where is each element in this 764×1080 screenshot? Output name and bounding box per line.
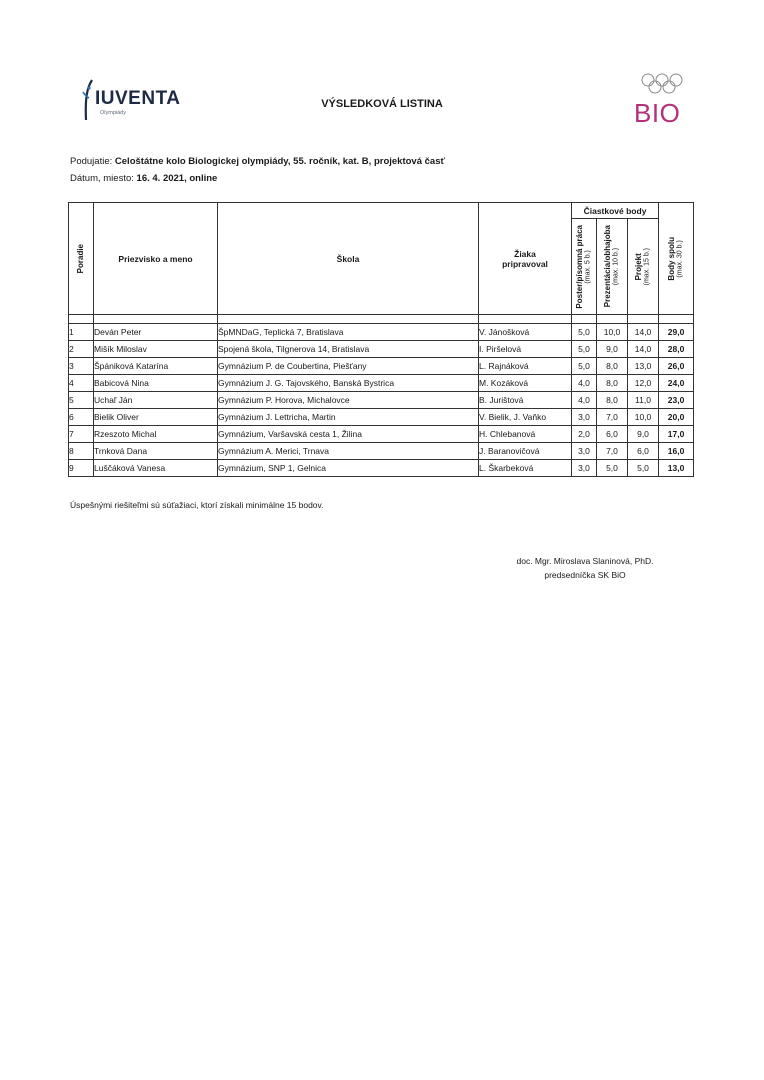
cell-name: Babicová Nina [94, 375, 218, 392]
cell-poster: 3,0 [572, 460, 597, 477]
cell-poster: 3,0 [572, 409, 597, 426]
cell-school: Gymnázium, SNP 1, Gelnica [218, 460, 479, 477]
results-table [68, 202, 694, 477]
signature-name: doc. Mgr. Miroslava Slaninová, PhD. [516, 556, 654, 566]
header-partial-points: Čiastkové body [572, 203, 659, 219]
cell-poster: 4,0 [572, 375, 597, 392]
success-note: Úspešnými riešiteľmi sú súťažiaci, ktorí získali minimálne 15 bodov. [70, 500, 324, 510]
table-row [69, 341, 694, 358]
cell-poster: 4,0 [572, 392, 597, 409]
event-label: Podujatie: [70, 156, 113, 167]
cell-project: 14,0 [628, 341, 659, 358]
cell-total: 29,0 [659, 324, 694, 341]
cell-rank: 4 [69, 375, 94, 392]
cell-school: Gymnázium A. Merici, Trnava [218, 443, 479, 460]
cell-total: 20,0 [659, 409, 694, 426]
cell-poster: 2,0 [572, 426, 597, 443]
date-line [70, 173, 217, 184]
cell-project: 11,0 [628, 392, 659, 409]
cell-project: 6,0 [628, 443, 659, 460]
cell-name: Trnková Dana [94, 443, 218, 460]
header-project: Projekt (max. 15 b.) [628, 219, 659, 315]
document-title: VÝSLEDKOVÁ LISTINA [321, 98, 443, 110]
cell-total: 23,0 [659, 392, 694, 409]
cell-presentation: 8,0 [597, 375, 628, 392]
header-name: Priezvisko a meno [94, 203, 218, 315]
cell-school: Gymnázium J. G. Tajovského, Banská Bystrica [218, 375, 479, 392]
cell-total: 13,0 [659, 460, 694, 477]
cell-name: Mišík Miloslav [94, 341, 218, 358]
header-poster: Poster/písomná práca (max. 5 b.) [572, 219, 597, 315]
cell-presentation: 9,0 [597, 341, 628, 358]
cell-rank: 7 [69, 426, 94, 443]
cell-rank: 9 [69, 460, 94, 477]
table-row [69, 426, 694, 443]
bio-wordmark: BIO [634, 98, 681, 128]
cell-project: 10,0 [628, 409, 659, 426]
header-spacer [69, 315, 694, 324]
date-label: Dátum, miesto: [70, 173, 134, 184]
cell-name: Uchaľ Ján [94, 392, 218, 409]
cell-total: 17,0 [659, 426, 694, 443]
cell-school: Gymnázium P. Horova, Michalovce [218, 392, 479, 409]
cell-poster: 3,0 [572, 443, 597, 460]
cell-teacher: L. Rajnáková [479, 358, 572, 375]
header-total: Body spolu (max. 30 b.) [659, 203, 694, 315]
table-row [69, 324, 694, 341]
cell-presentation: 7,0 [597, 409, 628, 426]
cell-poster: 5,0 [572, 341, 597, 358]
cell-rank: 5 [69, 392, 94, 409]
cell-rank: 1 [69, 324, 94, 341]
cell-presentation: 7,0 [597, 443, 628, 460]
header-teacher: Žiaka pripravoval [479, 203, 572, 315]
cell-rank: 3 [69, 358, 94, 375]
event-line [70, 156, 445, 167]
iuventa-subtitle: Olympiády [100, 110, 126, 116]
cell-school: ŠpMNDaG, Teplická 7, Bratislava [218, 324, 479, 341]
cell-school: Gymnázium P. de Coubertina, Piešťany [218, 358, 479, 375]
cell-teacher: I. Piršelová [479, 341, 572, 358]
cell-project: 13,0 [628, 358, 659, 375]
cell-teacher: J. Baranovičová [479, 443, 572, 460]
cell-teacher: B. Jurištová [479, 392, 572, 409]
cell-project: 9,0 [628, 426, 659, 443]
cell-total: 28,0 [659, 341, 694, 358]
cell-school: Spojená škola, Tilgnerova 14, Bratislava [218, 341, 479, 358]
table-row [69, 392, 694, 409]
cell-rank: 6 [69, 409, 94, 426]
iuventa-wordmark: IUVENTA [95, 88, 181, 109]
cell-teacher: V. Jánošková [479, 324, 572, 341]
cell-presentation: 8,0 [597, 392, 628, 409]
cell-poster: 5,0 [572, 358, 597, 375]
cell-name: Rzeszoto Michal [94, 426, 218, 443]
header-school: Škola [218, 203, 479, 315]
cell-project: 5,0 [628, 460, 659, 477]
cell-name: Deván Peter [94, 324, 218, 341]
cell-school: Gymnázium J. Lettricha, Martin [218, 409, 479, 426]
table-row [69, 443, 694, 460]
cell-teacher: L. Škarbeková [479, 460, 572, 477]
cell-rank: 8 [69, 443, 94, 460]
table-row [69, 375, 694, 392]
cell-total: 24,0 [659, 375, 694, 392]
cell-presentation: 5,0 [597, 460, 628, 477]
cell-presentation: 6,0 [597, 426, 628, 443]
header-rank: Poradie [69, 203, 94, 315]
table-row [69, 358, 694, 375]
cell-total: 26,0 [659, 358, 694, 375]
cell-name: Bielik Oliver [94, 409, 218, 426]
cell-poster: 5,0 [572, 324, 597, 341]
signature-role: predsedníčka SK BiO [544, 570, 626, 580]
cell-name: Špániková Katarína [94, 358, 218, 375]
cell-name: Luščáková Vanesa [94, 460, 218, 477]
cell-project: 14,0 [628, 324, 659, 341]
table-row [69, 460, 694, 477]
header-presentation: Prezentácia/obhajoba (max. 10 b.) [597, 219, 628, 315]
cell-school: Gymnázium, Varšavská cesta 1, Žilina [218, 426, 479, 443]
table-row [69, 409, 694, 426]
cell-rank: 2 [69, 341, 94, 358]
event-value: Celoštátne kolo Biologickej olympiády, 55. ročník, kat. B, projektová časť [114, 156, 446, 167]
cell-teacher: M. Kozáková [479, 375, 572, 392]
cell-presentation: 8,0 [597, 358, 628, 375]
olympic-rings-icon [638, 72, 686, 98]
cell-teacher: V. Bielik, J. Vaňko [479, 409, 572, 426]
cell-total: 16,0 [659, 443, 694, 460]
date-value: 16. 4. 2021, online [136, 173, 218, 184]
cell-presentation: 10,0 [597, 324, 628, 341]
cell-teacher: H. Chlebanová [479, 426, 572, 443]
cell-project: 12,0 [628, 375, 659, 392]
